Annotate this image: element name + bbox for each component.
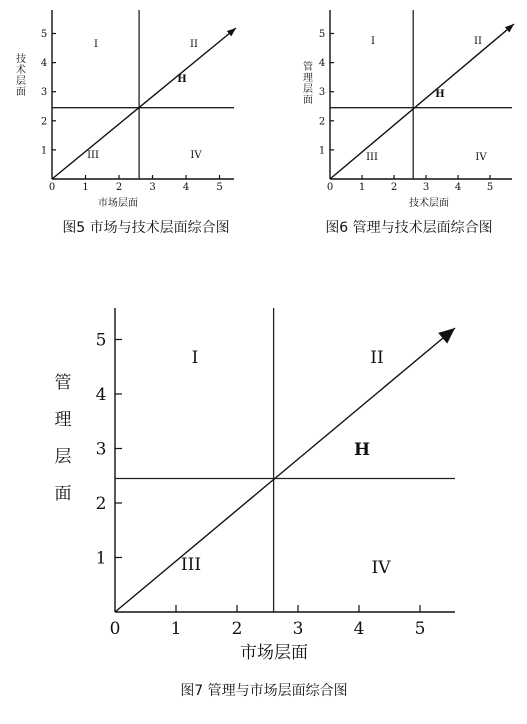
quadrant-label-ii: II <box>474 36 482 47</box>
quadrant-label-iv: IV <box>371 558 391 578</box>
y-axis-label-char: 术 <box>16 65 26 76</box>
y-tick-label: 4 <box>40 58 48 70</box>
y-axis-label-char: 理 <box>303 73 313 84</box>
x-tick-label: 2 <box>231 619 243 639</box>
x-tick-label: 3 <box>292 619 304 639</box>
x-tick-label: 5 <box>414 619 426 639</box>
y-axis-label-char: 面 <box>16 87 26 98</box>
x-tick-label: 1 <box>170 619 182 639</box>
y-axis-label <box>55 373 72 504</box>
x-tick-label: 4 <box>353 619 365 639</box>
quadrant-label-ii: II <box>370 348 384 368</box>
y-tick-label: 1 <box>95 548 107 569</box>
y-axis-label-char: 管 <box>54 373 72 393</box>
x-axis-label: 技术层面 <box>409 198 449 209</box>
x-tick-label: 5 <box>486 182 494 193</box>
quadrant-label-iii: III <box>366 152 378 163</box>
y-tick-label: 2 <box>318 116 326 128</box>
x-tick-label: 2 <box>115 182 123 193</box>
y-tick-label: 5 <box>318 29 326 40</box>
quadrant-label-i: I <box>371 36 375 47</box>
quadrant-label-iv: IV <box>475 152 487 163</box>
x-tick-label: 0 <box>109 619 121 639</box>
y-axis-label-char: 理 <box>54 410 72 430</box>
y-tick-label: 1 <box>318 145 326 157</box>
y-axis-label-char: 面 <box>303 95 313 106</box>
x-tick-label: 2 <box>390 182 398 193</box>
x-tick-label: 3 <box>422 182 430 193</box>
figure-caption: 图7 管理与市场层面综合图 <box>180 683 348 699</box>
figure-caption: 图5 市场与技术层面综合图 <box>62 220 230 236</box>
arrow-head-icon <box>438 328 455 344</box>
y-axis-label-char: 层 <box>303 84 313 95</box>
y-tick-label: 2 <box>40 116 48 128</box>
x-tick-label: 1 <box>82 182 89 193</box>
y-axis-label <box>16 52 26 98</box>
point-h-label: H <box>435 89 445 100</box>
y-tick-label: 3 <box>40 87 48 99</box>
diagonal-arrow-line <box>115 328 455 612</box>
x-tick-label: 5 <box>216 182 223 193</box>
y-tick-label: 5 <box>40 29 48 40</box>
y-tick-label: 4 <box>95 384 107 405</box>
fig7-figure <box>55 308 456 699</box>
quadrant-label-iii: III <box>87 150 99 161</box>
figure-caption: 图6 管理与技术层面综合图 <box>325 220 493 236</box>
y-axis-label-char: 层 <box>16 76 26 87</box>
quadrant-label-i: I <box>94 39 98 50</box>
y-tick-label: 4 <box>318 58 326 70</box>
x-tick-label: 3 <box>149 182 156 193</box>
y-axis-label-char: 层 <box>54 447 72 467</box>
y-axis-label <box>303 60 313 106</box>
y-tick-label: 5 <box>95 330 107 351</box>
quadrant-label-i: I <box>191 348 199 368</box>
y-tick-label: 3 <box>95 439 107 460</box>
x-tick-label: 4 <box>454 182 462 193</box>
diagonal-arrow-line <box>52 28 236 179</box>
fig6-figure <box>303 10 514 236</box>
y-axis-label-char: 技 <box>16 54 26 65</box>
fig5-figure <box>16 10 236 236</box>
y-tick-label: 2 <box>95 493 107 514</box>
quadrant-label-iv: IV <box>190 150 202 161</box>
x-tick-label: 0 <box>326 182 334 193</box>
y-axis-label-char: 管 <box>303 62 313 73</box>
x-axis-label: 市场层面 <box>98 198 138 209</box>
x-tick-label: 0 <box>48 182 56 193</box>
point-h-label: H <box>353 440 371 460</box>
x-tick-label: 4 <box>182 182 190 193</box>
y-tick-label: 1 <box>40 145 48 157</box>
x-tick-label: 1 <box>358 182 366 193</box>
y-axis-label-char: 面 <box>54 484 72 504</box>
quadrant-label-ii: II <box>190 39 198 50</box>
point-h-label: H <box>177 74 187 85</box>
x-axis-label: 市场层面 <box>240 643 308 663</box>
quadrant-label-iii: III <box>180 555 202 575</box>
y-tick-label: 3 <box>318 87 326 99</box>
